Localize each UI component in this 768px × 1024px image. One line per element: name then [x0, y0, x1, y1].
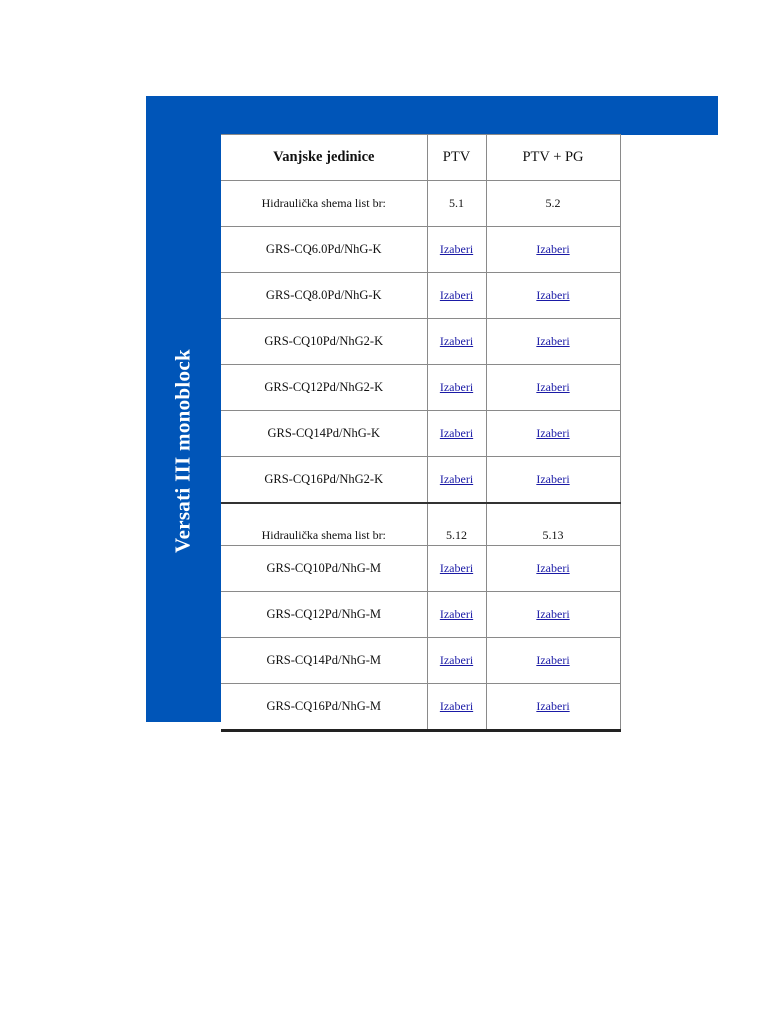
cell-ptv-pg: [486, 684, 620, 731]
scheme-value-ptv-pg: 5.13: [486, 503, 620, 546]
table-row: [221, 273, 620, 319]
select-link-ptv[interactable]: Izaberi: [439, 607, 474, 621]
model-name: GRS-CQ14Pd/NhG-K: [221, 411, 427, 457]
select-link-ptv[interactable]: Izaberi: [439, 561, 474, 575]
scheme-label: Hidraulička shema list br:: [221, 181, 427, 227]
select-link-ptv-pg[interactable]: Izaberi: [536, 288, 570, 302]
cell-ptv-pg: [486, 365, 620, 411]
model-name: GRS-CQ14Pd/NhG-M: [221, 638, 427, 684]
select-link-ptv[interactable]: Izaberi: [439, 242, 474, 256]
select-link-ptv[interactable]: Izaberi: [439, 472, 474, 486]
header-band: [146, 96, 718, 135]
cell-ptv: [427, 273, 486, 319]
select-link-ptv[interactable]: Izaberi: [439, 653, 474, 667]
table-row: [221, 319, 620, 365]
select-link-ptv[interactable]: Izaberi: [439, 380, 474, 394]
select-link-ptv[interactable]: Izaberi: [439, 334, 474, 348]
cell-ptv-pg: [486, 319, 620, 365]
select-link-ptv-pg[interactable]: Izaberi: [536, 607, 570, 621]
select-link-ptv[interactable]: Izaberi: [439, 426, 474, 440]
table-row: [221, 638, 620, 684]
model-name: GRS-CQ10Pd/NhG-M: [221, 546, 427, 592]
scheme-label: Hidraulička shema list br:: [221, 503, 427, 546]
cell-ptv-pg: [486, 638, 620, 684]
model-name: GRS-CQ12Pd/NhG-M: [221, 592, 427, 638]
scheme-row: [221, 181, 620, 227]
table-row: [221, 546, 620, 592]
model-name: GRS-CQ12Pd/NhG2-K: [221, 365, 427, 411]
scheme-value-ptv: 5.12: [427, 503, 486, 546]
scheme-row: [221, 503, 620, 546]
table-row: [221, 457, 620, 504]
select-link-ptv-pg[interactable]: Izaberi: [536, 242, 570, 256]
cell-ptv: [427, 684, 486, 731]
select-link-ptv-pg[interactable]: Izaberi: [536, 380, 570, 394]
cell-ptv: [427, 457, 486, 504]
table-row: [221, 684, 620, 731]
model-name: GRS-CQ6.0Pd/NhG-K: [221, 227, 427, 273]
scheme-value-ptv: 5.1: [427, 181, 486, 227]
select-link-ptv[interactable]: Izaberi: [439, 288, 474, 302]
units-table: [221, 134, 621, 732]
select-link-ptv-pg[interactable]: Izaberi: [536, 472, 570, 486]
select-link-ptv-pg[interactable]: Izaberi: [536, 426, 570, 440]
cell-ptv: [427, 546, 486, 592]
table-row: [221, 592, 620, 638]
model-name: GRS-CQ16Pd/NhG-M: [221, 684, 427, 731]
cell-ptv-pg: [486, 546, 620, 592]
cell-ptv-pg: [486, 592, 620, 638]
model-name: GRS-CQ10Pd/NhG2-K: [221, 319, 427, 365]
table-row: [221, 365, 620, 411]
cell-ptv: [427, 365, 486, 411]
header-ptv: PTV: [427, 135, 486, 181]
sidebar-title: Versati III monoblock: [170, 349, 195, 553]
table-row: [221, 227, 620, 273]
cell-ptv: [427, 638, 486, 684]
cell-ptv: [427, 592, 486, 638]
scheme-value-ptv-pg: 5.2: [486, 181, 620, 227]
cell-ptv-pg: [486, 273, 620, 319]
cell-ptv: [427, 227, 486, 273]
select-link-ptv-pg[interactable]: Izaberi: [536, 699, 570, 713]
select-link-ptv-pg[interactable]: Izaberi: [536, 561, 570, 575]
model-name: GRS-CQ8.0Pd/NhG-K: [221, 273, 427, 319]
select-link-ptv-pg[interactable]: Izaberi: [536, 334, 570, 348]
table-header-row: [221, 135, 620, 181]
cell-ptv: [427, 411, 486, 457]
cell-ptv-pg: [486, 227, 620, 273]
cell-ptv: [427, 319, 486, 365]
select-link-ptv[interactable]: Izaberi: [439, 699, 474, 713]
cell-ptv-pg: [486, 411, 620, 457]
table-row: [221, 411, 620, 457]
cell-ptv-pg: [486, 457, 620, 504]
units-table-body: [221, 135, 620, 731]
select-link-ptv-pg[interactable]: Izaberi: [536, 653, 570, 667]
model-name: GRS-CQ16Pd/NhG2-K: [221, 457, 427, 504]
header-ptv-pg: PTV + PG: [486, 135, 620, 181]
header-outdoor-units: Vanjske jedinice: [221, 135, 427, 181]
